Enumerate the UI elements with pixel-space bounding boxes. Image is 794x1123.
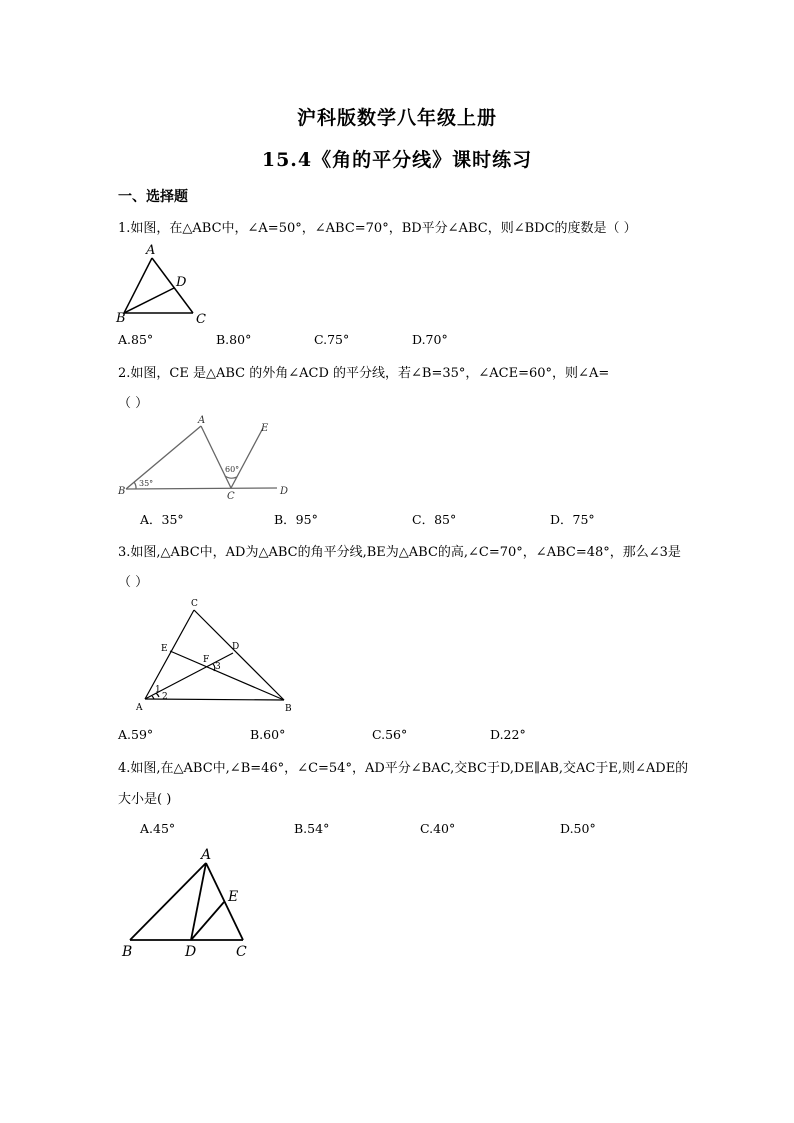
question-1-figure bbox=[114, 240, 214, 326]
fig3-label-F: F bbox=[203, 655, 210, 665]
fig1-label-B: B bbox=[116, 311, 126, 326]
fig2-label-B: B bbox=[118, 486, 126, 497]
question-2-option-b: B．95° bbox=[274, 512, 318, 527]
question-1-option-a: A.85° bbox=[118, 332, 154, 347]
fig3-label-D: D bbox=[232, 642, 240, 652]
question-3-option-a: A.59° bbox=[118, 727, 154, 742]
question-2-option-d: D．75° bbox=[550, 512, 595, 527]
question-2-option-c: C．85° bbox=[412, 512, 457, 527]
fig2-label-E: E bbox=[261, 423, 269, 434]
fig2-label-C: C bbox=[227, 491, 235, 502]
question-1-stem: 1.如图，在△ABC中，∠A=50°，∠ABC=70°，BD平分∠ABC，则∠BDC的度数是（ ） bbox=[118, 221, 637, 236]
question-2-stem-line-1: 2.如图，CE 是△ABC 的外角∠ACD 的平分线，若∠B=35°，∠ACE=60°，则∠A= bbox=[118, 366, 610, 381]
fig3-angle-1: 1 bbox=[155, 685, 161, 695]
question-4-stem-line-1: 4.如图,在△ABC中,∠B=46°，∠C=54°，AD平分∠BAC,交BC于D,DE∥AB,交AC于E,则∠ADE的 bbox=[118, 761, 689, 776]
fig1-label-A: A bbox=[146, 243, 156, 258]
fig3-angle-3: 3 bbox=[215, 662, 221, 672]
page-title: 沪科版数学八年级上册 bbox=[296, 107, 497, 129]
page-subtitle: 15.4《角的平分线》课时练习 bbox=[261, 149, 533, 171]
question-2-option-a: A．35° bbox=[140, 512, 184, 527]
question-1-option-c: C.75° bbox=[314, 332, 350, 347]
fig1-label-C: C bbox=[196, 312, 206, 327]
question-1-option-d: D.70° bbox=[412, 332, 448, 347]
question-4-option-b: B.54° bbox=[294, 821, 330, 836]
fig2-label-A: A bbox=[198, 415, 206, 426]
fig4-label-C: C bbox=[236, 944, 247, 960]
section-heading: 一、选择题 bbox=[118, 189, 188, 205]
fig3-label-C: C bbox=[191, 599, 198, 609]
question-3-option-c: C.56° bbox=[372, 727, 408, 742]
fig3-label-B: B bbox=[285, 704, 292, 714]
question-4-option-a: A.45° bbox=[140, 821, 176, 836]
question-3-option-b: B.60° bbox=[250, 727, 286, 742]
question-4-option-d: D.50° bbox=[560, 821, 596, 836]
question-3-figure bbox=[130, 596, 300, 720]
question-3-stem-line-1: 3.如图,△ABC中，AD为△ABC的角平分线,BE为△ABC的高,∠C=70°，∠ABC=48°，那么∠3是 bbox=[118, 545, 681, 560]
question-2-figure bbox=[114, 414, 304, 504]
question-4-stem-line-2: 大小是( ) bbox=[118, 792, 172, 807]
fig2-label-D: D bbox=[280, 486, 289, 497]
fig4-label-A: A bbox=[201, 847, 212, 863]
fig4-label-B: B bbox=[122, 944, 133, 960]
fig4-label-E: E bbox=[228, 889, 239, 905]
question-1-option-b: B.80° bbox=[216, 332, 252, 347]
fig1-label-D: D bbox=[176, 275, 187, 290]
question-3-stem-line-2: （ ） bbox=[118, 575, 149, 590]
question-3-option-d: D.22° bbox=[490, 727, 526, 742]
question-4-figure bbox=[114, 846, 264, 962]
fig3-label-A: A bbox=[136, 703, 143, 713]
question-2-stem-line-2: （ ） bbox=[118, 396, 149, 411]
question-4-option-c: C.40° bbox=[420, 821, 456, 836]
fig3-angle-2: 2 bbox=[162, 692, 168, 702]
fig2-angle-b: 35° bbox=[139, 479, 154, 488]
fig2-angle-c: 60° bbox=[225, 465, 240, 474]
fig4-label-D: D bbox=[185, 944, 197, 960]
fig3-label-E: E bbox=[161, 644, 168, 654]
